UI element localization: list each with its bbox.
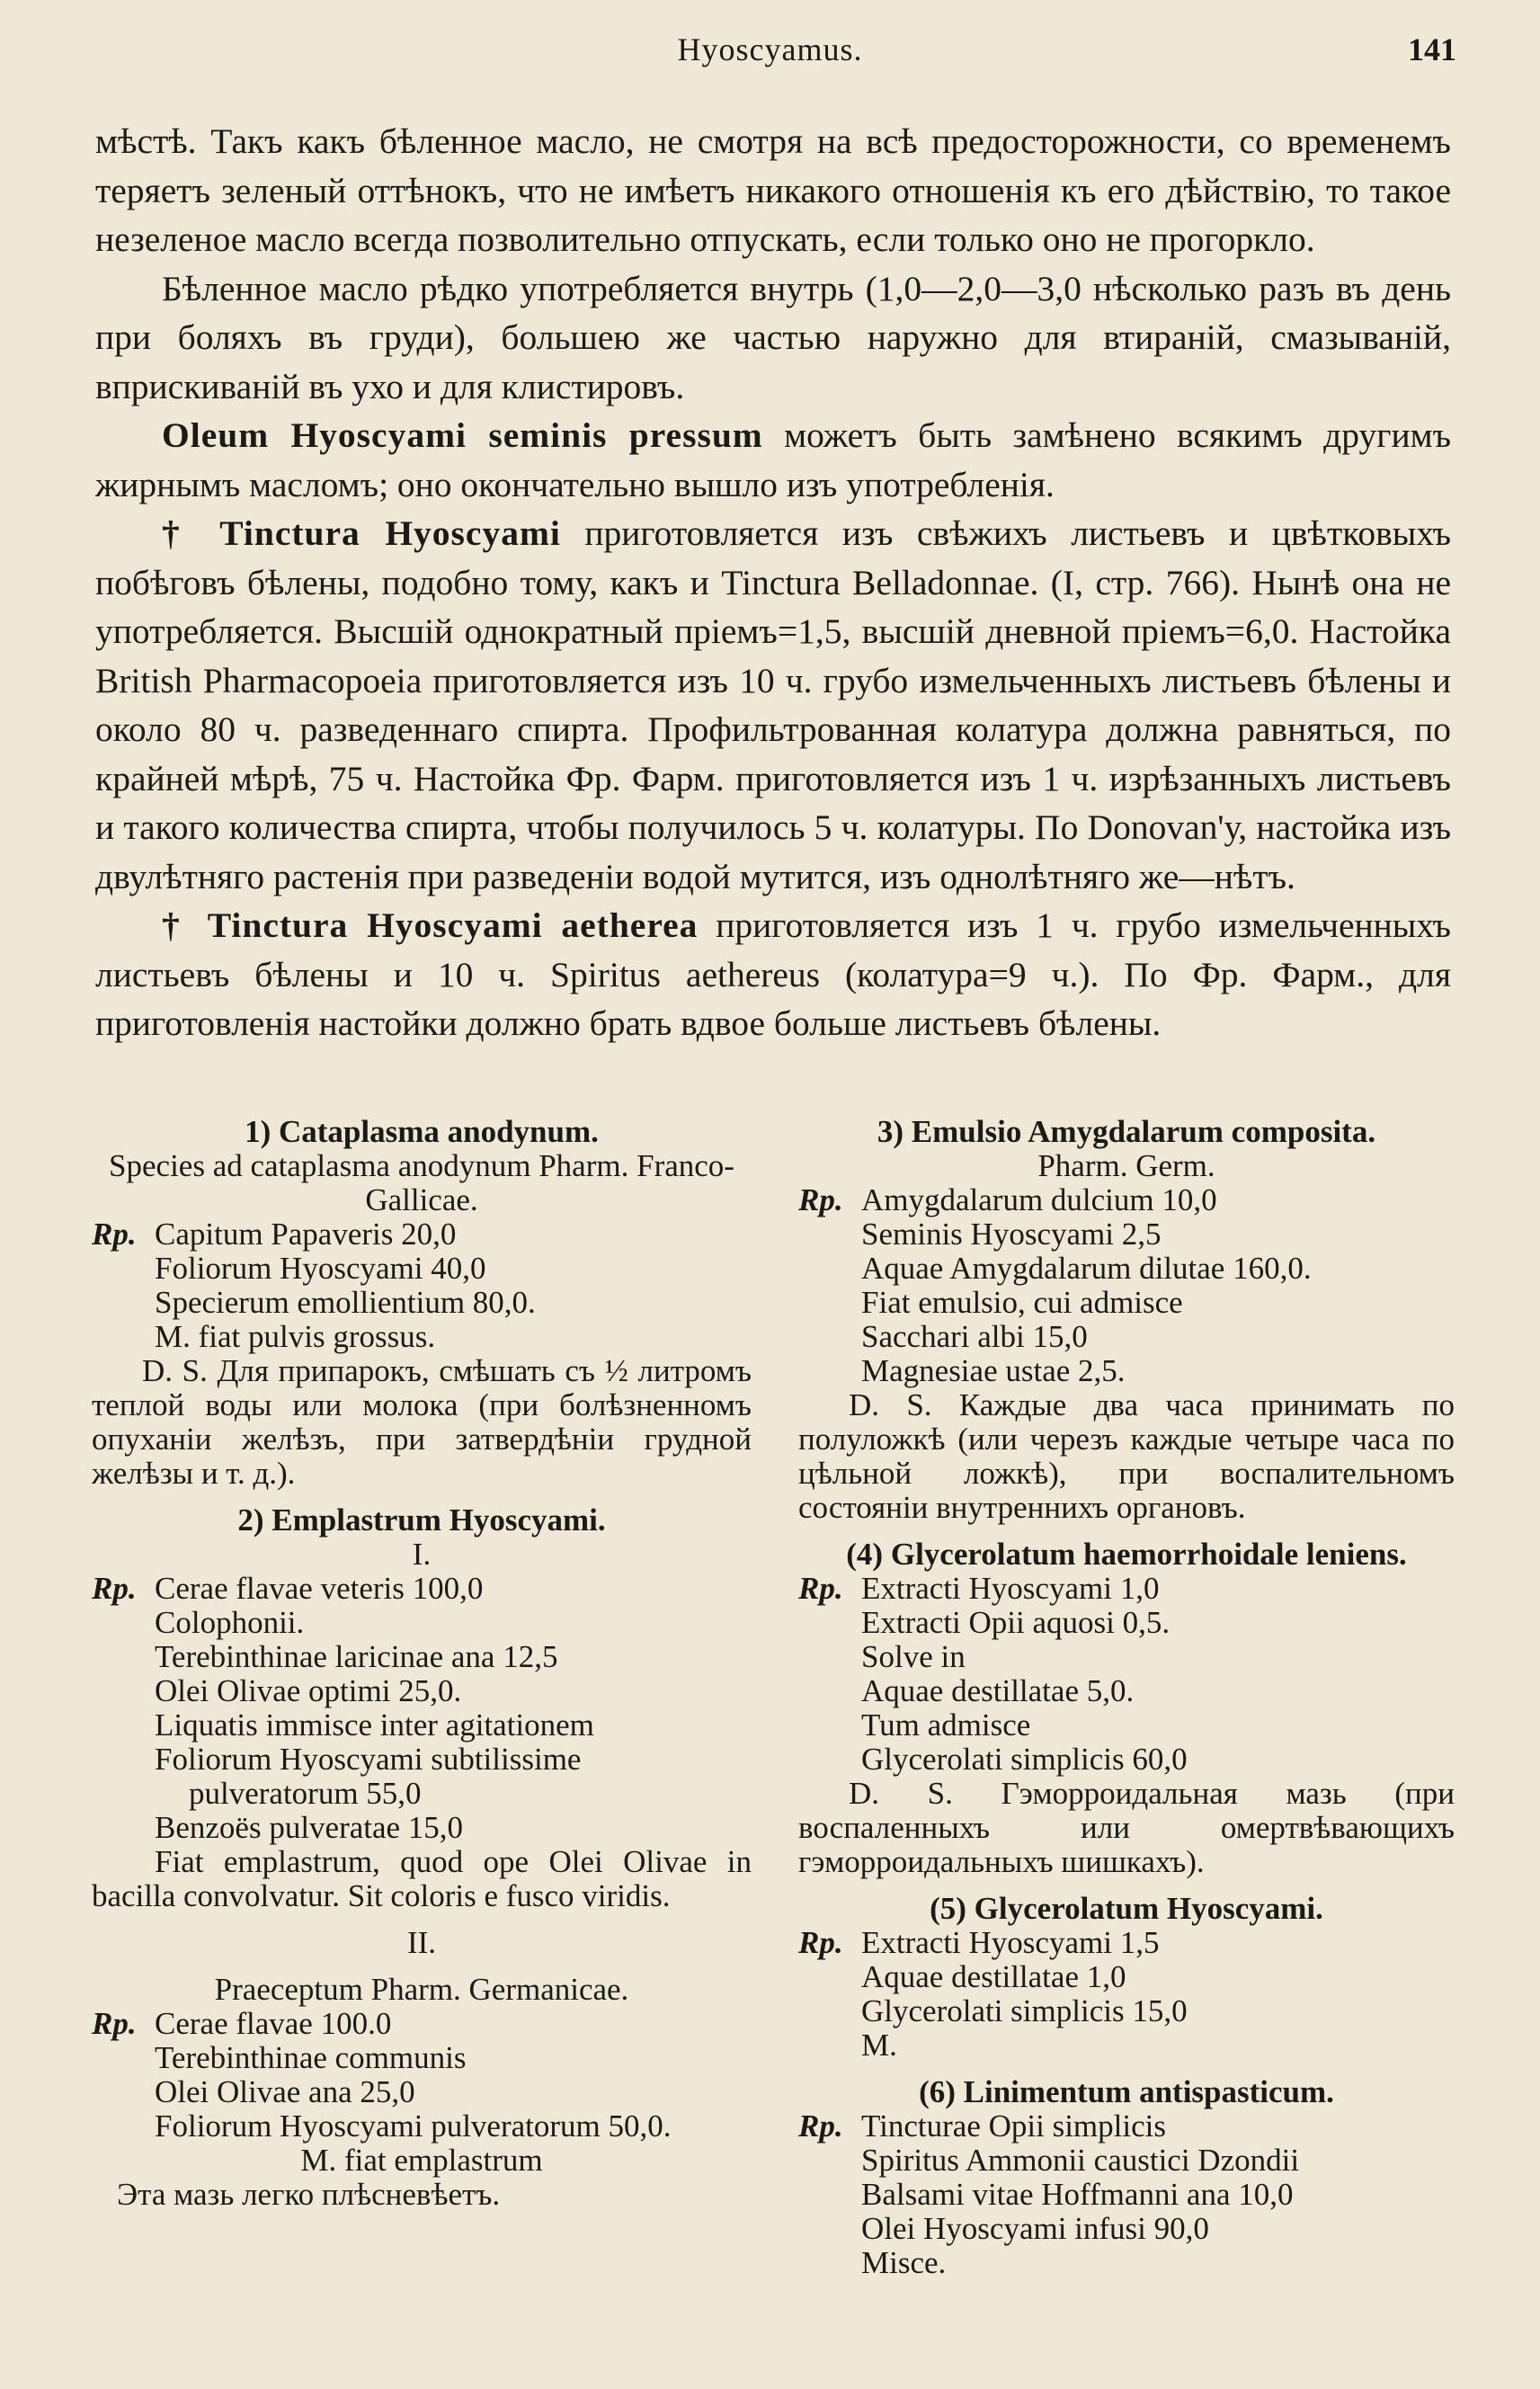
ingredient: Extracti Opii aquosi 0,5.: [861, 1605, 1171, 1640]
ingredient: Colophonii.: [155, 1605, 305, 1640]
paragraph-text: можетъ быть замѣнено всякимъ другимъ жирнымъ масломъ; оно окончательно вышло изъ употребленія.: [95, 415, 1452, 504]
ingredient: Aquae Amygdalarum dilutae 160,0.: [861, 1251, 1312, 1286]
ingredient: Glycerolati simplicis 60,0: [861, 1742, 1188, 1777]
rx-label: Rp.: [92, 2006, 137, 2041]
ingredient: Sacchari albi 15,0: [861, 1319, 1088, 1354]
rx-label: Rp.: [92, 1571, 137, 1606]
page-number: 141: [1408, 31, 1456, 67]
ingredient: M. fiat pulvis grossus.: [155, 1319, 436, 1354]
recipe-line: Rp. Cerae flavae 100.0: [92, 2006, 392, 2041]
ingredient: Glycerolati simplicis 15,0: [861, 1993, 1188, 2028]
ingredient: Olei Olivae ana 25,0: [155, 2074, 415, 2109]
ingredient: Olei Hyoscyami infusi 90,0: [861, 2211, 1209, 2246]
ingredient: Liquatis immisce inter agitationem: [155, 1707, 594, 1743]
paragraph-text: приготовляется изъ 1 ч. грубо измельченныхъ листьевъ бѣлены и 10 ч. Spiritus aethereus (колатура=9 ч.). По Фр. Фарм., для приготовленія настойки должно брать вдвое больше листьевъ бѣлены.: [95, 905, 1451, 1043]
recipe-line: Rp. Cerae flavae veteris 100,0: [92, 1571, 484, 1606]
recipe-title: 1) Cataplasma anodynum.: [245, 1114, 599, 1149]
term-heading: † Tinctura Hyoscyami aetherea: [162, 905, 699, 945]
ingredient: Foliorum Hyoscyami pulveratorum 50,0.: [155, 2108, 672, 2144]
rx-label: Rp.: [798, 2108, 843, 2144]
recipe-variant: II.: [406, 1925, 437, 1960]
paragraph: [95, 509, 1451, 901]
paragraph-text: приготовляется изъ свѣжихъ листьевъ и цвѣтковыхъ побѣговъ бѣлены, подобно тому, какъ и Tinctura Belladonnae. (I, стр. 766). Нынѣ она не употребляется. Высшій однократный пріемъ=1,5, высшій дневной пріемъ=6,0. Настойка British Pharmacopoeia приготовляется изъ 10 ч. грубо измельченныхъ листьевъ бѣлены и около 80 ч. разведеннаго спирта. Профильтрованная колатура должна равняться, по крайней мѣрѣ, 75 ч. Настойка Фр. Фарм. приготовляется изъ 1 ч. изрѣзанныхъ листьевъ и такого количества спирта, чтобы получилось 5 ч. колатуры. По Donovan'у, настойка изъ двулѣтняго растенія при разведеніи водой мутится, изъ однолѣтняго же—нѣтъ.: [95, 513, 1451, 896]
term-heading: † Tinctura Hyoscyami: [162, 513, 561, 553]
recipe-title: (4) Glycerolatum haemorrhoidale leniens.: [846, 1537, 1407, 1572]
recipe-line: Rp. Extracti Hyoscyami 1,0: [798, 1571, 1160, 1606]
recipe-title: (6) Linimentum antispasticum.: [919, 2074, 1334, 2109]
ingredient: Benzoës pulveratae 15,0: [155, 1810, 464, 1845]
ingredient: M.: [861, 2028, 897, 2063]
recipe-variant: I.: [412, 1537, 432, 1572]
recipe-source: Species ad cataplasma anodynum Pharm. Franco-Gallicae.: [109, 1148, 734, 1217]
ingredient: Magnesiae ustae 2,5.: [861, 1353, 1126, 1388]
ingredient: Spiritus Ammonii caustici Dzondii: [861, 2143, 1300, 2178]
signature-note: D. S. Для припарокъ, смѣшать съ ½ литромъ теплой воды или молока (при болѣзненномъ опуханіи желѣзъ, при затвердѣніи грудной желѣзы и т. д.).: [92, 1353, 752, 1491]
ingredient: Aquae destillatae 1,0: [861, 1959, 1126, 1994]
paragraph: [95, 411, 1451, 509]
recipe-line: Rp. Tincturae Opii simplicis: [798, 2108, 1166, 2144]
term-heading: Oleum Hyoscyami seminis pressum: [162, 415, 763, 455]
ingredient: Specierum emollientium 80,0.: [155, 1285, 536, 1320]
signature-note: D. S. Гэморроидальная мазь (при воспаленныхъ или омертвѣвающихъ гэморроидальныхъ шишкахъ).: [798, 1776, 1455, 1879]
ingredient: M. fiat emplastrum: [300, 2143, 543, 2178]
main-text: [95, 117, 1451, 1048]
ingredient: Seminis Hyoscyami 2,5: [861, 1217, 1162, 1252]
running-title: Hyoscyamus.: [677, 31, 863, 67]
recipe-line: Rp. Extracti Hyoscyami 1,5: [798, 1925, 1160, 1960]
recipe-source: Pharm. Germ.: [1037, 1148, 1215, 1183]
ingredient: Balsami vitae Hoffmanni ana 10,0: [861, 2177, 1294, 2212]
ingredient: Solve in: [861, 1639, 966, 1674]
rx-label: Rp.: [798, 1182, 843, 1217]
recipe-title: 3) Emulsio Amygdalarum composita.: [877, 1114, 1376, 1149]
rx-label: Rp.: [92, 1217, 137, 1252]
recipe-note: Fiat emplastrum, quod ope Olei Olivae in bacilla convolvatur. Sit coloris e fusco viridis.: [92, 1844, 752, 1913]
ingredient: Foliorum Hyoscyami subtilissime pulveratorum 55,0: [155, 1742, 582, 1811]
ingredient: Misce.: [861, 2245, 947, 2280]
right-column: [798, 1115, 1455, 2280]
recipe-title: 2) Emplastrum Hyoscyami.: [237, 1502, 606, 1538]
paragraph: Бѣленное масло рѣдко употребляется внутрь (1,0—2,0—3,0 нѣсколько разъ въ день при боляхъ въ груди), большею же частью наружно для втираній, смазываній, вприскиваній въ ухо и для клистировъ.: [95, 268, 1451, 406]
recipe-line: Rp. Capitum Papaveris 20,0: [92, 1217, 457, 1252]
rx-label: Rp.: [798, 1925, 843, 1960]
ingredient: Tum admisce: [861, 1707, 1031, 1743]
recipe-note: Эта мазь легко плѣсневѣетъ.: [117, 2177, 501, 2212]
recipe-source: Praeceptum Pharm. Germanicae.: [214, 1972, 629, 2007]
signature-note: D. S. Каждые два часа принимать по полуложкѣ (или черезъ каждые четыре часа по цѣльной ложкѣ), при воспалительномъ состояніи внутреннихъ органовъ.: [798, 1387, 1455, 1525]
recipe-title: (5) Glycerolatum Hyoscyami.: [930, 1891, 1323, 1926]
left-column: [92, 1115, 752, 2212]
ingredient: Terebinthinae laricinae ana 12,5: [155, 1639, 558, 1674]
ingredient: Terebinthinae communis: [155, 2040, 467, 2075]
paragraph: [95, 901, 1451, 1048]
rx-label: Rp.: [798, 1571, 843, 1606]
ingredient: Aquae destillatae 5,0.: [861, 1673, 1135, 1708]
ingredient: Olei Olivae optimi 25,0.: [155, 1673, 462, 1708]
paragraph: мѣстѣ. Такъ какъ бѣленное масло, не смотря на всѣ предосторожности, со временемъ теряетъ зеленый оттѣнокъ, что не имѣетъ никакого отношенія къ его дѣйствію, то такое незеленое масло всегда позволительно отпускать, если только оно не прогоркло.: [95, 121, 1451, 259]
ingredient: Fiat emulsio, cui admisce: [861, 1285, 1183, 1320]
ingredient: Foliorum Hyoscyami 40,0: [155, 1251, 486, 1286]
recipe-line: Rp. Amygdalarum dulcium 10,0: [798, 1182, 1217, 1217]
running-header: [0, 31, 1540, 77]
